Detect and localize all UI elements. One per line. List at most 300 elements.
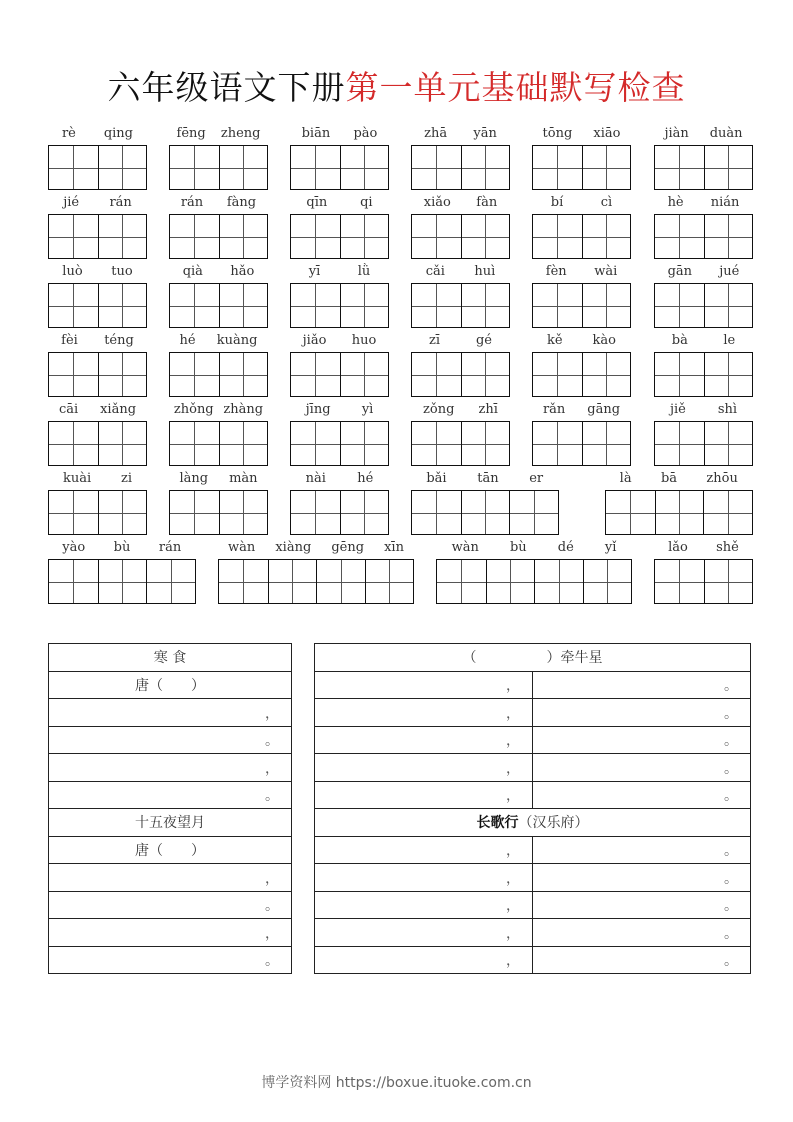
tianzige-cell[interactable]	[533, 353, 582, 396]
character-grid	[169, 145, 268, 190]
character-grid	[48, 214, 147, 259]
answer-line[interactable]: 。	[49, 946, 292, 974]
poem-table-left	[48, 643, 292, 974]
tianzige-cell[interactable]	[49, 146, 98, 189]
tianzige-cell[interactable]	[98, 284, 147, 327]
pinyin-syllable: xiǎng	[100, 402, 137, 417]
pinyin-syllable: shì	[717, 402, 738, 417]
answer-line[interactable]: 。	[533, 781, 751, 809]
pinyin-label	[532, 126, 631, 142]
pinyin-syllable: bù	[113, 540, 131, 555]
tianzige-cell[interactable]	[461, 215, 510, 258]
character-grid	[48, 352, 147, 397]
pinyin-syllable: zhā	[424, 126, 448, 141]
answer-line[interactable]: 。	[533, 836, 751, 864]
pinyin-word-box	[169, 195, 268, 259]
tianzige-cell[interactable]	[655, 215, 704, 258]
tianzige-cell[interactable]	[146, 560, 195, 603]
pinyin-syllable: yī	[308, 264, 321, 279]
pinyin-label	[169, 333, 268, 349]
tianzige-cell[interactable]	[412, 146, 461, 189]
tianzige-cell[interactable]	[533, 146, 582, 189]
pinyin-label	[411, 264, 510, 280]
character-grid	[654, 283, 753, 328]
pinyin-syllable: rán	[158, 540, 182, 555]
pinyin-syllable: hé	[357, 471, 374, 486]
tianzige-cell[interactable]	[291, 491, 340, 534]
tianzige-cell[interactable]	[509, 491, 558, 534]
pinyin-syllable: jīng	[305, 402, 331, 417]
character-grid	[169, 490, 268, 535]
pinyin-syllable: lǜ	[357, 264, 371, 279]
tianzige-cell[interactable]	[461, 146, 510, 189]
title-grade: 六年级语文下册	[107, 68, 346, 107]
answer-line[interactable]: 。	[533, 891, 751, 919]
pinyin-syllable: bà	[671, 333, 688, 348]
poem-title: 十五夜望月	[49, 809, 292, 837]
pinyin-word-box	[411, 264, 510, 328]
tianzige-cell[interactable]	[655, 284, 704, 327]
pinyin-label	[411, 471, 559, 487]
poem-author-blank[interactable]: 唐（ ）	[49, 671, 292, 699]
tianzige-cell[interactable]	[316, 560, 365, 603]
character-grid	[411, 214, 510, 259]
pinyin-syllable: zi	[121, 471, 133, 486]
tianzige-cell[interactable]	[291, 422, 340, 465]
pinyin-label	[48, 195, 147, 211]
poem-title: 寒 食	[49, 644, 292, 672]
character-grid	[48, 559, 196, 604]
tianzige-cell[interactable]	[170, 284, 219, 327]
tianzige-cell[interactable]	[340, 491, 389, 534]
character-grid	[654, 421, 753, 466]
pinyin-syllable: hǎo	[230, 264, 255, 279]
tianzige-cell[interactable]	[340, 353, 389, 396]
pinyin-label	[169, 195, 268, 211]
tianzige-cell[interactable]	[704, 215, 753, 258]
pinyin-syllable: gé	[475, 333, 492, 348]
tianzige-cell[interactable]	[412, 284, 461, 327]
tianzige-cell[interactable]	[291, 284, 340, 327]
pinyin-word-box	[48, 540, 196, 604]
tianzige-cell[interactable]	[655, 491, 704, 534]
pinyin-syllable: er	[529, 471, 544, 486]
tianzige-cell[interactable]	[170, 215, 219, 258]
pinyin-word-box	[169, 264, 268, 328]
answer-line[interactable]: ，	[315, 919, 533, 947]
pinyin-syllable: xīn	[384, 540, 404, 555]
pinyin-syllable: jué	[719, 264, 740, 279]
pinyin-word-box	[290, 333, 389, 397]
tianzige-cell[interactable]	[461, 353, 510, 396]
pinyin-word-box	[48, 333, 147, 397]
character-grid	[532, 352, 631, 397]
tianzige-cell[interactable]	[98, 215, 147, 258]
tianzige-cell[interactable]	[606, 491, 655, 534]
tianzige-cell[interactable]	[291, 215, 340, 258]
pinyin-label	[532, 195, 631, 211]
character-grid	[411, 490, 559, 535]
character-grid	[532, 421, 631, 466]
poem-title-source: （汉乐府）	[518, 815, 589, 832]
tianzige-cell[interactable]	[98, 491, 147, 534]
pinyin-label	[654, 264, 753, 280]
answer-line[interactable]: ，	[49, 864, 292, 892]
tianzige-cell[interactable]	[582, 215, 631, 258]
answer-line[interactable]: ，	[315, 671, 533, 699]
pinyin-label	[654, 540, 753, 556]
pinyin-syllable: xiǎo	[423, 195, 451, 210]
pinyin-label	[532, 264, 631, 280]
pinyin-word-box	[218, 540, 414, 604]
character-grid	[436, 559, 632, 604]
answer-line[interactable]: ，	[315, 699, 533, 727]
pinyin-syllable: zǒng	[423, 402, 455, 417]
pinyin-syllable: zhī	[478, 402, 498, 417]
tianzige-cell[interactable]	[365, 560, 414, 603]
answer-line[interactable]: 。	[533, 699, 751, 727]
pinyin-syllable: hé	[179, 333, 196, 348]
pinyin-word-box	[48, 126, 147, 190]
tianzige-cell[interactable]	[291, 353, 340, 396]
tianzige-cell[interactable]	[582, 353, 631, 396]
character-grid	[411, 145, 510, 190]
answer-line[interactable]: ，	[315, 864, 533, 892]
answer-line[interactable]: 。	[533, 726, 751, 754]
pinyin-syllable: bā	[660, 471, 678, 486]
pinyin-syllable: fàn	[476, 195, 498, 210]
tianzige-cell[interactable]	[219, 491, 268, 534]
answer-line[interactable]: 。	[49, 781, 292, 809]
pinyin-syllable: kuàng	[216, 333, 258, 348]
pinyin-syllable: téng	[104, 333, 134, 348]
pinyin-label	[290, 471, 389, 487]
tianzige-cell[interactable]	[170, 146, 219, 189]
pinyin-syllable: zheng	[220, 126, 261, 141]
tianzige-cell[interactable]	[655, 560, 704, 603]
answer-line[interactable]: 。	[533, 671, 751, 699]
pinyin-syllable: qi	[360, 195, 373, 210]
pinyin-syllable: màn	[229, 471, 258, 486]
character-grid	[169, 214, 268, 259]
pinyin-word-box	[290, 471, 389, 535]
pinyin-syllable: qīn	[306, 195, 328, 210]
pinyin-word-box	[605, 471, 753, 535]
pinyin-word-box	[532, 126, 631, 190]
character-grid	[411, 421, 510, 466]
pinyin-syllable: wàn	[451, 540, 479, 555]
tianzige-cell[interactable]	[655, 422, 704, 465]
answer-line[interactable]: ，	[49, 919, 292, 947]
tianzige-cell[interactable]	[582, 422, 631, 465]
pinyin-syllable: kuài	[62, 471, 92, 486]
tianzige-cell[interactable]	[219, 215, 268, 258]
pinyin-label	[290, 333, 389, 349]
pinyin-label	[218, 540, 414, 556]
answer-line[interactable]: 。	[49, 891, 292, 919]
tianzige-cell[interactable]	[219, 353, 268, 396]
pinyin-syllable: jiǎo	[302, 333, 327, 348]
pinyin-syllable: bǎi	[426, 471, 447, 486]
tianzige-cell[interactable]	[340, 422, 389, 465]
pinyin-syllable: zhōu	[706, 471, 738, 486]
pinyin-syllable: nián	[710, 195, 740, 210]
answer-line[interactable]: ，	[315, 781, 533, 809]
pinyin-label	[48, 333, 147, 349]
pinyin-syllable: rǎn	[542, 402, 566, 417]
pinyin-syllable: yào	[62, 540, 86, 555]
pinyin-label	[48, 126, 147, 142]
tianzige-cell[interactable]	[486, 560, 535, 603]
tianzige-cell[interactable]	[98, 146, 147, 189]
tianzige-cell[interactable]	[704, 353, 753, 396]
tianzige-cell[interactable]	[704, 560, 753, 603]
pinyin-word-box	[654, 126, 753, 190]
tianzige-cell[interactable]	[98, 560, 147, 603]
pinyin-syllable: luò	[62, 264, 83, 279]
pinyin-word-box	[411, 333, 510, 397]
character-grid	[169, 421, 268, 466]
pinyin-word-box	[169, 471, 268, 535]
answer-line[interactable]: 。	[533, 864, 751, 892]
tianzige-cell[interactable]	[533, 284, 582, 327]
poem-author-blank[interactable]: 唐（ ）	[49, 836, 292, 864]
pinyin-label	[169, 402, 268, 418]
character-grid	[290, 490, 389, 535]
pinyin-syllable: xiàng	[275, 540, 312, 555]
answer-line[interactable]: ，	[49, 754, 292, 782]
character-grid	[654, 352, 753, 397]
answer-line[interactable]: 。	[533, 946, 751, 974]
pinyin-syllable: lǎo	[668, 540, 688, 555]
tianzige-cell[interactable]	[412, 215, 461, 258]
character-grid	[169, 352, 268, 397]
answer-line[interactable]: ，	[315, 946, 533, 974]
tianzige-cell[interactable]	[49, 491, 98, 534]
character-grid	[290, 283, 389, 328]
tianzige-cell[interactable]	[49, 215, 98, 258]
pinyin-word-box	[532, 195, 631, 259]
pinyin-syllable: wàn	[228, 540, 256, 555]
character-grid	[411, 352, 510, 397]
character-grid	[290, 214, 389, 259]
tianzige-cell[interactable]	[461, 491, 510, 534]
tianzige-cell[interactable]	[533, 422, 582, 465]
tianzige-cell[interactable]	[98, 353, 147, 396]
answer-line[interactable]: ，	[315, 836, 533, 864]
tianzige-cell[interactable]	[583, 560, 632, 603]
pinyin-syllable: yì	[361, 402, 374, 417]
pinyin-word-box	[290, 402, 389, 466]
tianzige-cell[interactable]	[461, 422, 510, 465]
pinyin-syllable: le	[723, 333, 736, 348]
answer-line[interactable]: 。	[533, 919, 751, 947]
page-title	[0, 62, 793, 109]
pinyin-syllable: gāng	[587, 402, 621, 417]
tianzige-cell[interactable]	[704, 422, 753, 465]
tianzige-cell[interactable]	[219, 560, 268, 603]
pinyin-syllable: qià	[182, 264, 203, 279]
pinyin-syllable: nài	[305, 471, 326, 486]
pinyin-syllable: hè	[667, 195, 684, 210]
pinyin-syllable: là	[619, 471, 632, 486]
tianzige-cell[interactable]	[412, 491, 461, 534]
pinyin-word-box	[290, 264, 389, 328]
tianzige-cell[interactable]	[703, 491, 752, 534]
pinyin-syllable: huì	[474, 264, 496, 279]
pinyin-syllable: làng	[179, 471, 209, 486]
tianzige-cell[interactable]	[170, 491, 219, 534]
pinyin-word-box	[48, 264, 147, 328]
pinyin-syllable: huo	[351, 333, 377, 348]
pinyin-label	[654, 402, 753, 418]
pinyin-word-box	[169, 402, 268, 466]
pinyin-word-box	[654, 195, 753, 259]
tianzige-cell[interactable]	[533, 215, 582, 258]
tianzige-cell[interactable]	[340, 284, 389, 327]
tianzige-cell[interactable]	[219, 146, 268, 189]
pinyin-syllable: kě	[546, 333, 563, 348]
pinyin-syllable: rè	[61, 126, 76, 141]
answer-line[interactable]: ，	[49, 699, 292, 727]
pinyin-syllable: gēng	[331, 540, 365, 555]
pinyin-syllable: gān	[667, 264, 693, 279]
pinyin-word-box	[411, 195, 510, 259]
tianzige-cell[interactable]	[170, 353, 219, 396]
pinyin-word-box	[169, 126, 268, 190]
pinyin-syllable: tān	[477, 471, 499, 486]
pinyin-syllable: zhàng	[223, 402, 264, 417]
pinyin-syllable: pào	[353, 126, 378, 141]
tianzige-cell[interactable]	[49, 560, 98, 603]
tianzige-cell[interactable]	[534, 560, 583, 603]
character-grid	[411, 283, 510, 328]
pinyin-label	[169, 126, 268, 142]
pinyin-word-box	[169, 333, 268, 397]
pinyin-syllable: fàng	[226, 195, 257, 210]
tianzige-cell[interactable]	[655, 146, 704, 189]
tianzige-cell[interactable]	[582, 146, 631, 189]
pinyin-syllable: duàn	[709, 126, 743, 141]
pinyin-label	[290, 195, 389, 211]
tianzige-cell[interactable]	[412, 422, 461, 465]
pinyin-label	[48, 540, 196, 556]
pinyin-syllable: zī	[428, 333, 440, 348]
tianzige-cell[interactable]	[219, 422, 268, 465]
poem-title-blank[interactable]: （ ）牵牛星	[315, 644, 751, 672]
pinyin-word-box	[532, 264, 631, 328]
answer-line[interactable]: 。	[533, 754, 751, 782]
pinyin-syllable: qing	[103, 126, 134, 141]
pinyin-syllable: xiāo	[593, 126, 621, 141]
pinyin-syllable: rán	[109, 195, 132, 210]
tianzige-cell[interactable]	[340, 215, 389, 258]
pinyin-syllable: fèi	[61, 333, 78, 348]
pinyin-syllable: shě	[716, 540, 739, 555]
poem-table-right	[314, 643, 751, 974]
pinyin-word-box	[654, 540, 753, 604]
answer-line[interactable]: ，	[315, 754, 533, 782]
pinyin-syllable: tuo	[111, 264, 133, 279]
character-grid	[48, 283, 147, 328]
character-grid	[532, 283, 631, 328]
pinyin-word-box	[654, 333, 753, 397]
poem-title	[315, 809, 751, 837]
pinyin-syllable: yǐ	[604, 540, 617, 555]
tianzige-cell[interactable]	[268, 560, 317, 603]
answer-line[interactable]: 。	[49, 726, 292, 754]
tianzige-cell[interactable]	[291, 146, 340, 189]
pinyin-syllable: tōng	[542, 126, 573, 141]
tianzige-cell[interactable]	[340, 146, 389, 189]
answer-line[interactable]: ，	[315, 726, 533, 754]
character-grid	[605, 490, 753, 535]
pinyin-syllable: biān	[301, 126, 331, 141]
title-unit: 第一单元基础默写检查	[345, 68, 686, 107]
pinyin-label	[48, 264, 147, 280]
pinyin-word-box	[411, 402, 510, 466]
character-grid	[290, 421, 389, 466]
tianzige-cell[interactable]	[437, 560, 486, 603]
poem-title-main: 长歌行	[476, 815, 519, 832]
character-grid	[532, 145, 631, 190]
pinyin-word-box	[290, 126, 389, 190]
pinyin-label	[169, 471, 268, 487]
pinyin-word-box	[532, 402, 631, 466]
pinyin-label	[411, 126, 510, 142]
pinyin-word-box	[436, 540, 632, 604]
tianzige-cell[interactable]	[170, 422, 219, 465]
tianzige-cell[interactable]	[49, 422, 98, 465]
character-grid	[48, 145, 147, 190]
tianzige-cell[interactable]	[49, 284, 98, 327]
tianzige-cell[interactable]	[412, 353, 461, 396]
footer-watermark: 博学资料网 https://boxue.ituoke.com.cn	[261, 1075, 532, 1091]
tianzige-cell[interactable]	[461, 284, 510, 327]
tianzige-cell[interactable]	[98, 422, 147, 465]
pinyin-syllable: bù	[509, 540, 527, 555]
pinyin-word-box	[48, 402, 147, 466]
tianzige-cell[interactable]	[655, 353, 704, 396]
pinyin-syllable: wài	[594, 264, 618, 279]
answer-line[interactable]: ，	[315, 891, 533, 919]
pinyin-label	[605, 471, 753, 487]
pinyin-word-box	[411, 126, 510, 190]
pinyin-syllable: yān	[473, 126, 497, 141]
tianzige-cell[interactable]	[49, 353, 98, 396]
pinyin-label	[48, 471, 147, 487]
character-grid	[654, 145, 753, 190]
tianzige-cell[interactable]	[219, 284, 268, 327]
pinyin-syllable: cǎi	[425, 264, 445, 279]
pinyin-syllable: jié	[63, 195, 80, 210]
pinyin-label	[290, 264, 389, 280]
pinyin-syllable: jiě	[669, 402, 686, 417]
character-grid	[48, 421, 147, 466]
pinyin-syllable: fèn	[545, 264, 567, 279]
tianzige-cell[interactable]	[704, 284, 753, 327]
pinyin-label	[169, 264, 268, 280]
pinyin-word-box	[48, 471, 147, 535]
tianzige-cell[interactable]	[704, 146, 753, 189]
pinyin-syllable: jiàn	[664, 126, 689, 141]
pinyin-word-box	[290, 195, 389, 259]
pinyin-word-box	[654, 402, 753, 466]
pinyin-syllable: bí	[550, 195, 564, 210]
pinyin-label	[532, 402, 631, 418]
pinyin-word-box	[411, 471, 559, 535]
tianzige-cell[interactable]	[582, 284, 631, 327]
